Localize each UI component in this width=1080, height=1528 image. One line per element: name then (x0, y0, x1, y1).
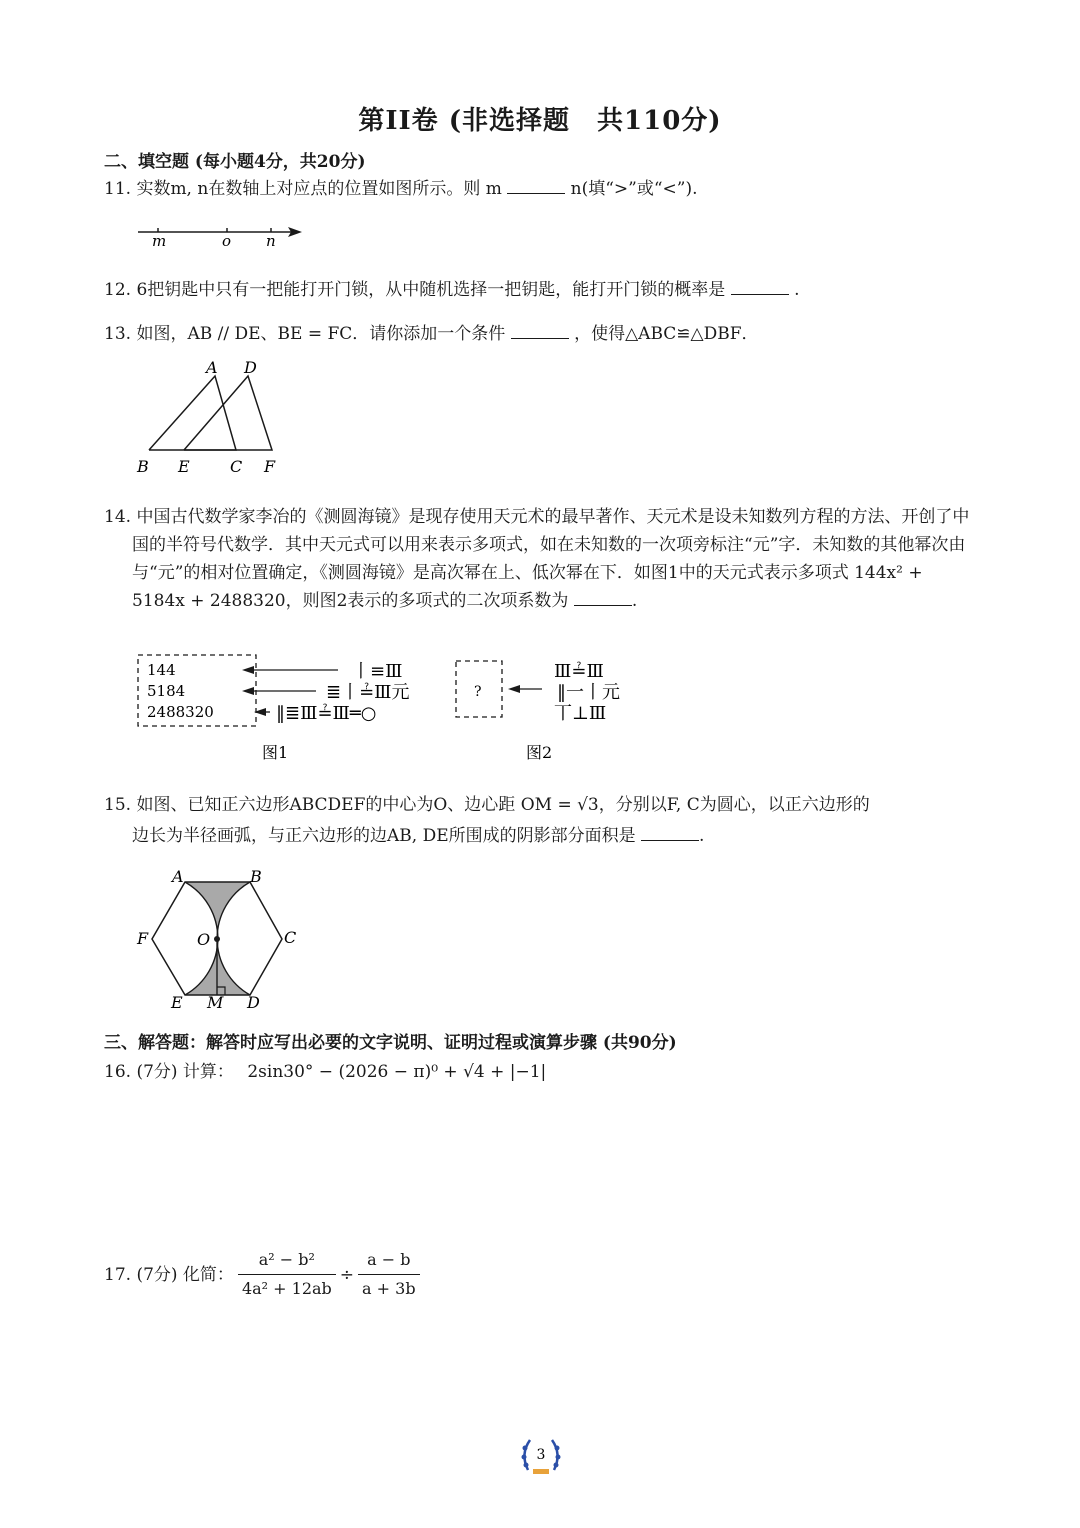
figure1-caption: 图1 (262, 743, 289, 762)
answer-blank[interactable] (574, 587, 632, 606)
label-D: D (244, 358, 257, 377)
question-11-tail: n(填“>”或“<”). (570, 179, 698, 199)
page-number-emblem (516, 1432, 566, 1480)
label-C: C (230, 457, 243, 476)
triangle-def (184, 376, 272, 450)
label-A: A (172, 867, 184, 886)
figure2-unknown: ? (474, 684, 482, 700)
label-E: E (171, 993, 183, 1012)
hexagon-figure (130, 862, 310, 1014)
point-label-o: o (222, 232, 232, 250)
figure1-value: 5184 (147, 682, 186, 700)
question-14: 14. 中国古代数学家李冶的《测圆海镜》是现存使用天元术的最早著作、天元术是设未知数列方程的方法、开创了中国的半符号代数学．其中天元式可以用来表示多项式，如在未知数的一次项旁标注“元”字．未知数的其他幂次由与“元”的相对位置确定，《测圆海镜》是高次幂在上、低次幂在下．如图1中的天元式表示多项式 144x² + 5184x + 2488320，则图2表示的多项式的二次项系数为 . (104, 507, 970, 611)
question-13 (104, 320, 759, 348)
arrow-left-icon (508, 685, 520, 693)
question-13-tail: ，使得△ABC≌△DBF． (574, 324, 759, 344)
number-line-figure (130, 220, 320, 250)
point-label-m: m (152, 232, 167, 250)
arrow-left-icon (242, 666, 254, 674)
answer-blank[interactable] (507, 175, 565, 194)
question-14-text: 14. 中国古代数学家李冶的《测圆海镜》是现存使用天元术的最早著作、天元术是设未知数列方程的方法、开创了中国的半符号代数学．其中天元式可以用来表示多项式，如在未知数的一次项旁标注“元”字．未知数的其他幂次由与“元”的相对位置确定，《测圆海镜》是高次幂在上、低次幂在下．如图1中的天元式表示多项式 144x² + 5184x + 2488320，则图2表示的多项式的二次项系数为 (104, 507, 970, 611)
question-12: 12. 6把钥匙中只有一把能打开门锁，从中随机选择一把钥匙，能打开门锁的概率是 . (104, 276, 799, 304)
figure1-value: 144 (147, 661, 176, 679)
label-A: A (206, 358, 218, 377)
question-16: 16. (7分) 计算： 2sin30° − (2026 − π)⁰ + √4 + |−1| (104, 1062, 547, 1082)
triangle-abc (149, 376, 236, 450)
figure2-rod-numeral: ‖一丨元 (557, 682, 620, 703)
label-B: B (250, 867, 262, 886)
figure2-rod-numeral: 丅⊥Ⅲ (554, 703, 607, 724)
answer-blank[interactable] (731, 276, 789, 295)
question-17: 17. (7分) 化简： $\frac{\text{a² − b²}}{\text{4a² + 12ab}}$ ÷ $\frac{a - b}{a + 3b}$ (104, 1246, 424, 1303)
label-O: O (197, 930, 211, 949)
question-13-text: 13. 如图，AB // DE、BE = FC．请你添加一个条件 (104, 324, 506, 344)
figure1-rod-numeral: 丨≡Ⅲ (352, 661, 403, 682)
label-B: B (137, 457, 149, 476)
figure1-value: 2488320 (147, 703, 214, 721)
label-F: F (137, 929, 149, 948)
section-heading-solutions: 三、解答题：解答时应写出必要的文字说明、证明过程或演算步骤 (共90分) (104, 1033, 677, 1053)
question-16-expression: 2sin30° − (2026 − π)⁰ + √4 + |−1| (247, 1062, 547, 1082)
label-D: D (247, 993, 260, 1012)
page-title: 第II卷 (非选择题 共110分) (358, 106, 722, 136)
triangles-figure (130, 356, 300, 480)
tianyuan-figures (130, 650, 650, 770)
section-heading-fill-in: 二、填空题 (每小题4分，共20分) (104, 152, 366, 172)
label-C: C (284, 928, 297, 947)
question-15-line1: 15. 如图、已知正六边形ABCDEF的中心为O、边心距 OM = √3，分别以F, C为圆心，以正六边形的 (104, 795, 870, 815)
figure1-rod-numeral: ‖≣Ⅲ≟Ⅲ═○ (276, 703, 377, 724)
question-11-text: 11. 实数m, n在数轴上对应点的位置如图所示。则 m (104, 179, 502, 199)
center-point (214, 936, 220, 942)
ribbon-icon (533, 1469, 549, 1474)
fraction-2: $\frac{a - b}{a + 3b}$ (358, 1246, 420, 1303)
page-number: 3 (536, 1447, 546, 1463)
figure1-rod-numeral: ≣丨≟Ⅲ元 (326, 682, 410, 703)
arrow-left-icon (242, 687, 254, 695)
question-15-line2: 边长为半径画弧，与正六边形的边AB, DE所围成的阴影部分面积是 . (132, 822, 704, 850)
question-12-text: 12. 6把钥匙中只有一把能打开门锁，从中随机选择一把钥匙，能打开门锁的概率是 (104, 280, 726, 300)
fraction-1: $\frac{\text{a² − b²}}{\text{4a² + 12ab}}$ (238, 1246, 336, 1303)
answer-blank[interactable] (641, 822, 699, 841)
label-M: M (207, 993, 224, 1012)
figure2-rod-numeral: Ⅲ≟Ⅲ (554, 661, 604, 682)
point-label-n: n (266, 232, 276, 250)
answer-blank[interactable] (511, 320, 569, 339)
figure2-caption: 图2 (526, 743, 553, 762)
label-F: F (264, 457, 276, 476)
question-11 (104, 175, 698, 203)
label-E: E (178, 457, 190, 476)
